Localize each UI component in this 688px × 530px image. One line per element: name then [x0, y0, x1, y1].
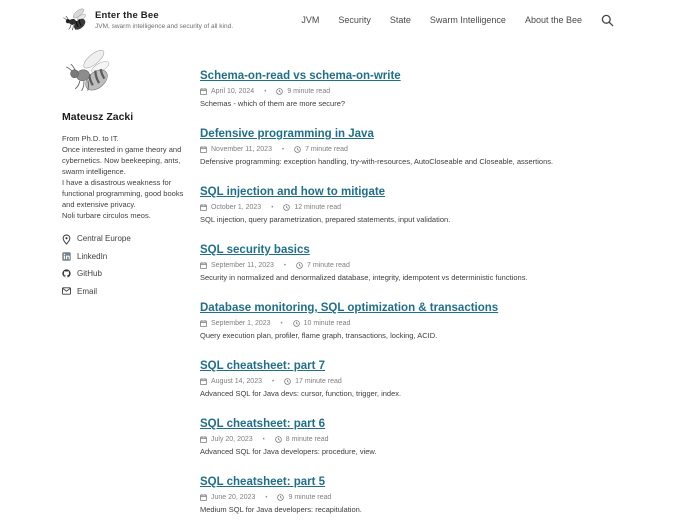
- post-read-time: 8 minute read: [285, 436, 329, 443]
- post-description-4: Query execution plan, profiler, flame graph, transactions, locking, ACID.: [200, 331, 438, 340]
- nav-item-1[interactable]: Security: [338, 15, 371, 25]
- post-meta-1: [200, 146, 670, 153]
- calendar-icon: [200, 378, 207, 385]
- post-read-time: 17 minute read: [295, 378, 342, 385]
- post-description-5: Advanced SQL for Java devs: cursor, function, trigger, index.: [200, 389, 402, 398]
- post-title-link-7[interactable]: SQL cheatsheet: part 5: [200, 476, 326, 488]
- post-description-7: Medium SQL for Java developers: recapitulation.: [200, 505, 362, 514]
- contact-list: [62, 234, 192, 296]
- site-title: Enter the Bee: [95, 10, 159, 21]
- contact-github-label: GitHub: [77, 269, 102, 278]
- post-title-link-3[interactable]: SQL security basics: [200, 244, 310, 256]
- contact-location-label: Central Europe: [77, 234, 131, 243]
- contact-location: [62, 234, 192, 243]
- nav-item-0[interactable]: JVM: [301, 15, 320, 25]
- clock-icon: [296, 262, 303, 269]
- post-meta-3: [200, 262, 670, 269]
- meta-separator: •: [264, 88, 267, 95]
- post-item-0: [200, 66, 670, 124]
- post-item-1: [200, 124, 670, 182]
- clock-icon: [276, 88, 283, 95]
- author-name: Mateusz Zacki: [62, 111, 134, 123]
- calendar-icon: [200, 436, 207, 443]
- bio-line-2: I have a disastrous weakness for functional programming, good books and extensive privacy.: [62, 178, 184, 209]
- post-read-time: 7 minute read: [307, 262, 350, 269]
- post-meta-2: [200, 204, 670, 211]
- clock-icon: [283, 204, 290, 211]
- post-read-time: 12 minute read: [294, 204, 342, 211]
- meta-separator: •: [271, 204, 274, 211]
- post-title-link-0[interactable]: Schema-on-read vs schema-on-write: [200, 70, 401, 82]
- location-pin-icon: [62, 234, 71, 243]
- calendar-icon: [200, 204, 207, 211]
- site-header: [0, 0, 688, 44]
- bio-line-0: From Ph.D. to IT.: [62, 134, 119, 143]
- post-read-time: 7 minute read: [305, 146, 348, 153]
- search-icon[interactable]: [601, 14, 614, 27]
- contact-linkedin[interactable]: [62, 252, 192, 261]
- post-description-2: SQL injection, query parametrization, prepared statements, input validation.: [200, 215, 451, 224]
- main-nav: [301, 0, 614, 40]
- post-description-3: Security in normalized and denormalized database, integrity, idempotent vs deterministic functions.: [200, 273, 528, 282]
- post-read-time: 9 minute read: [288, 494, 332, 501]
- author-bio: [62, 133, 192, 221]
- post-date: August 14, 2023: [211, 378, 262, 385]
- post-item-4: [200, 298, 670, 356]
- calendar-icon: [200, 262, 207, 269]
- post-meta-5: [200, 378, 670, 385]
- post-item-6: [200, 414, 670, 472]
- post-date: September 1, 2023: [211, 320, 271, 327]
- clock-icon: [293, 320, 300, 327]
- post-list: [200, 66, 670, 530]
- site-subtitle: JVM, swarm intelligence and security of all kind.: [95, 23, 234, 30]
- meta-separator: •: [280, 320, 283, 327]
- meta-separator: •: [272, 378, 275, 385]
- post-description-6: Advanced SQL for Java developers: procedure, view.: [200, 447, 377, 456]
- email-icon: [62, 287, 71, 296]
- post-date: November 11, 2023: [211, 146, 272, 153]
- post-description-0: Schemas - which of them are more secure?: [200, 99, 346, 108]
- meta-separator: •: [265, 494, 268, 501]
- post-date: April 10, 2024: [211, 88, 255, 95]
- calendar-icon: [200, 88, 207, 95]
- bee-logo-icon: [62, 6, 90, 34]
- contact-email-label: Email: [77, 286, 98, 296]
- nav-item-2[interactable]: State: [389, 15, 411, 25]
- post-read-time: 9 minute read: [287, 88, 331, 95]
- bio-line-3: Noli turbare circulos meos.: [62, 211, 151, 220]
- meta-separator: •: [262, 436, 265, 443]
- nav-item-3[interactable]: Swarm Intelligence: [429, 15, 506, 25]
- post-title-link-6[interactable]: SQL cheatsheet: part 6: [200, 418, 326, 430]
- contact-linkedin-label: LinkedIn: [77, 251, 108, 261]
- post-title-link-4[interactable]: Database monitoring, SQL optimization & transactions: [200, 302, 499, 314]
- site-brand[interactable]: [62, 6, 233, 34]
- post-title-link-1[interactable]: Defensive programming in Java: [200, 128, 374, 140]
- post-meta-6: [200, 436, 670, 443]
- meta-separator: •: [281, 146, 285, 153]
- post-title-link-5[interactable]: SQL cheatsheet: part 7: [200, 360, 326, 372]
- contact-github[interactable]: [62, 269, 192, 278]
- clock-icon: [277, 494, 284, 501]
- clock-icon: [284, 378, 291, 385]
- post-meta-0: [200, 88, 670, 95]
- post-item-7: [200, 472, 670, 530]
- author-sidebar: [62, 48, 192, 304]
- contact-email[interactable]: [62, 287, 192, 296]
- clock-icon: [294, 146, 301, 153]
- post-meta-4: [200, 320, 670, 327]
- bee-illustration: [64, 48, 116, 96]
- post-date: July 20, 2023: [211, 436, 253, 443]
- post-date: June 20, 2023: [211, 494, 256, 501]
- post-read-time: 10 minute read: [303, 320, 351, 327]
- post-date: September 11, 2023: [211, 262, 274, 269]
- post-description-1: Defensive programming: exception handling, try-with-resources, AutoCloseable and Closeable, assertions.: [200, 157, 554, 166]
- calendar-icon: [200, 494, 207, 501]
- clock-icon: [275, 436, 282, 443]
- linkedin-icon: [62, 252, 71, 261]
- meta-separator: •: [283, 262, 287, 269]
- bio-line-1: Once interested in game theory and cybernetics. Now beekeeping, ants, swarm intelligence.: [62, 145, 182, 176]
- post-title-link-2[interactable]: SQL injection and how to mitigate: [200, 186, 386, 198]
- github-icon: [62, 269, 71, 278]
- nav-item-4[interactable]: About the Bee: [524, 15, 582, 25]
- post-date: October 1, 2023: [211, 204, 262, 211]
- post-meta-7: [200, 494, 670, 501]
- post-item-3: [200, 240, 670, 298]
- post-item-5: [200, 356, 670, 414]
- calendar-icon: [200, 320, 207, 327]
- post-item-2: [200, 182, 670, 240]
- calendar-icon: [200, 146, 207, 153]
